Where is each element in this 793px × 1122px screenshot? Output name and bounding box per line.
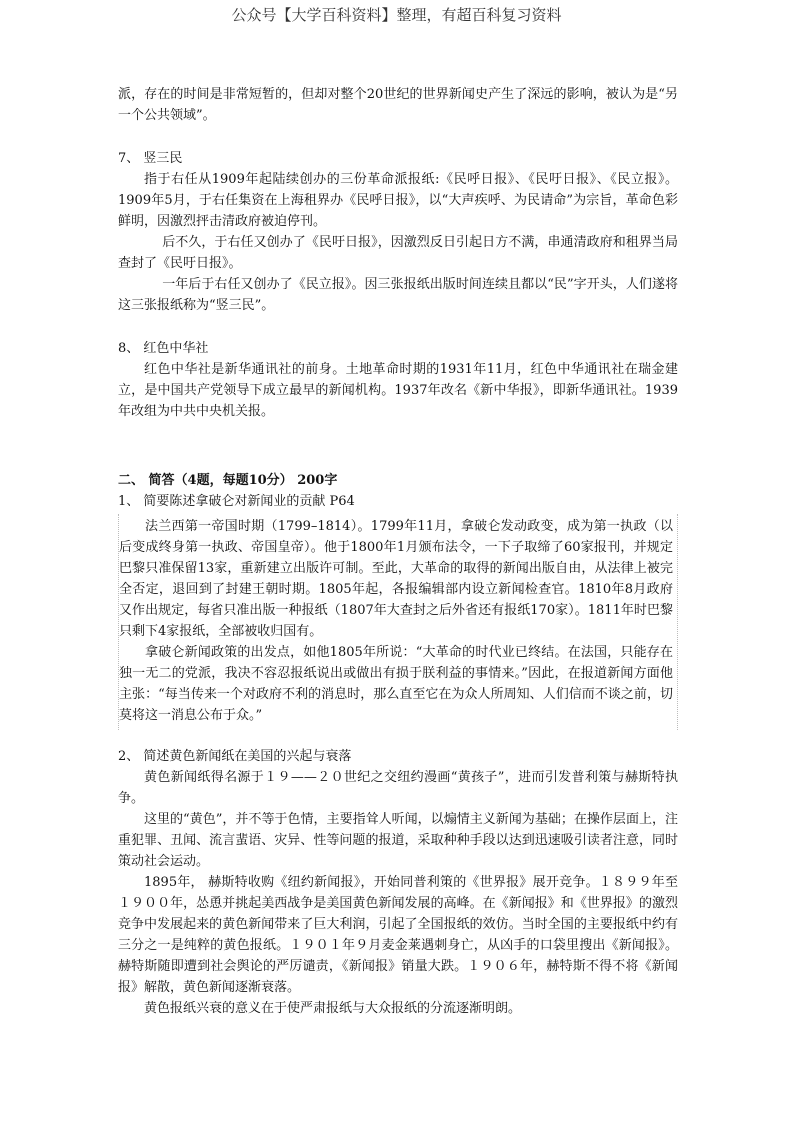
q1-title: 1、 简要陈述拿破仑对新闻业的贡献 P64 <box>118 494 355 509</box>
q1-answer-box <box>118 514 678 730</box>
term7-paragraph-2: 后不久，于右任又创办了《民吁日报》，因激烈反日引起日方不满，串通清政府和租界当局查封了《民吁日报》。 <box>118 235 678 271</box>
term7-paragraph-3: 一年后于右任又创办了《民立报》。因三张报纸出版时间连续且都以“民”字开头，人们遂将这三张报纸称为“竖三民”。 <box>118 277 678 313</box>
q2-paragraph-2: 这里的“黄色”，并不等于色情，主要指耸人听闻，以煽情主义新闻为基础；在操作层面上，注重犯罪、丑闻、流言蜚语、灾异、性等问题的报道，采取种种手段以达到迅速吸引读者注意，同时策动社会运动。 <box>118 812 678 869</box>
term8-title: 8、 红色中华社 <box>118 341 209 356</box>
q2-paragraph-1: 黄色新闻纸得名源于１９——２０世纪之交纽约漫画“黄孩子”，进而引发普利策与赫斯特执争。 <box>118 770 678 806</box>
document-body <box>118 84 678 1019</box>
q1-paragraph-1: 法兰西第一帝国时期（1799–1814）。1799年11月，拿破仑发动政变，成为第一执政（以后变成终身第一执政、帝国皇帝）。他于1800年1月颁布法令，一下子取缔了60家报刊，并规定巴黎只准保留13家，重新建立出版许可制。至此，大革命的取得的新闻出版自由，从法律上被完全否定，退回到了封建王朝时期。1805年起，各报编辑部内设立新闻检查官。1810年8月政府又作出规定，每省只准出版一种报纸（1807年大查封之后外省还有报纸170家）。1811年时巴黎只剩下4家报纸，全部被收归国有。 <box>119 519 673 639</box>
term7-title: 7、 竖三民 <box>118 151 183 166</box>
term7-paragraph-1: 指于右任从1909年起陆续创办的三份革命派报纸:《民呼日报》、《民吁日报》、《民立报》。1909年5月，于右任集资在上海租界办《民呼日报》，以“大声疾呼、为民请命”为宗旨，革命色彩鲜明，因激烈抨击清政府被迫停刊。 <box>118 172 678 229</box>
q1-paragraph-2: 拿破仑新闻政策的出发点，如他1805年所说：“大革命的时代业已终结。在法国，只能存在独一无二的党派，我决不容忍报纸说出或做出有损于朕利益的事情来。”因此，在报道新闻方面他主张：“每当传来一个对政府不利的消息时，那么直至它在为众人所周知、人们信而不谈之前，切莫将这一消息公布于众。” <box>119 645 673 723</box>
q2-paragraph-4: 黄色报纸兴衰的意义在于使严肃报纸与大众报纸的分流逐渐明朗。 <box>144 1001 522 1016</box>
section2-title: 二、 简答（4题，每题10分） 200字 <box>118 473 338 488</box>
term8-paragraph: 红色中华社是新华通讯社的前身。土地革命时期的1931年11月，红色中华通讯社在瑞金建立，是中国共产党领导下成立最早的新闻机构。1937年改名《新中华报》，即新华通讯社。1939年改组为中共中央机关报。 <box>118 362 678 419</box>
q2-title: 2、 简述黄色新闻纸在美国的兴起与衰落 <box>118 749 352 764</box>
q2-paragraph-3: 1895年， 赫斯特收购《纽约新闻报》，开始同普利策的《世界报》展开竞争。１８９９年至１９００年，怂恿并挑起美西战争是美国黄色新闻发展的高峰。在《新闻报》和《世界报》的激烈竞争中发展起来的黄色新闻带来了巨大利润，引起了全国报纸的效仿。当时全国的主要报纸中约有三分之一是纯粹的黄色报纸。１９０１年９月麦金莱遇刺身亡，从凶手的口袋里搜出《新闻报》。赫特斯随即遭到社会舆论的严厉谴责，《新闻报》销量大跌。１９０６年，赫特斯不得不将《新闻报》解散，黄色新闻逐渐衰落。 <box>118 875 678 995</box>
page-header: 公众号【大学百科资料】整理，有超百科复习资料 <box>231 6 562 24</box>
intro-continuation: 派，存在的时间是非常短暂的，但却对整个20世纪的世界新闻史产生了深远的影响，被认为是“另一个公共领域”。 <box>118 87 678 123</box>
